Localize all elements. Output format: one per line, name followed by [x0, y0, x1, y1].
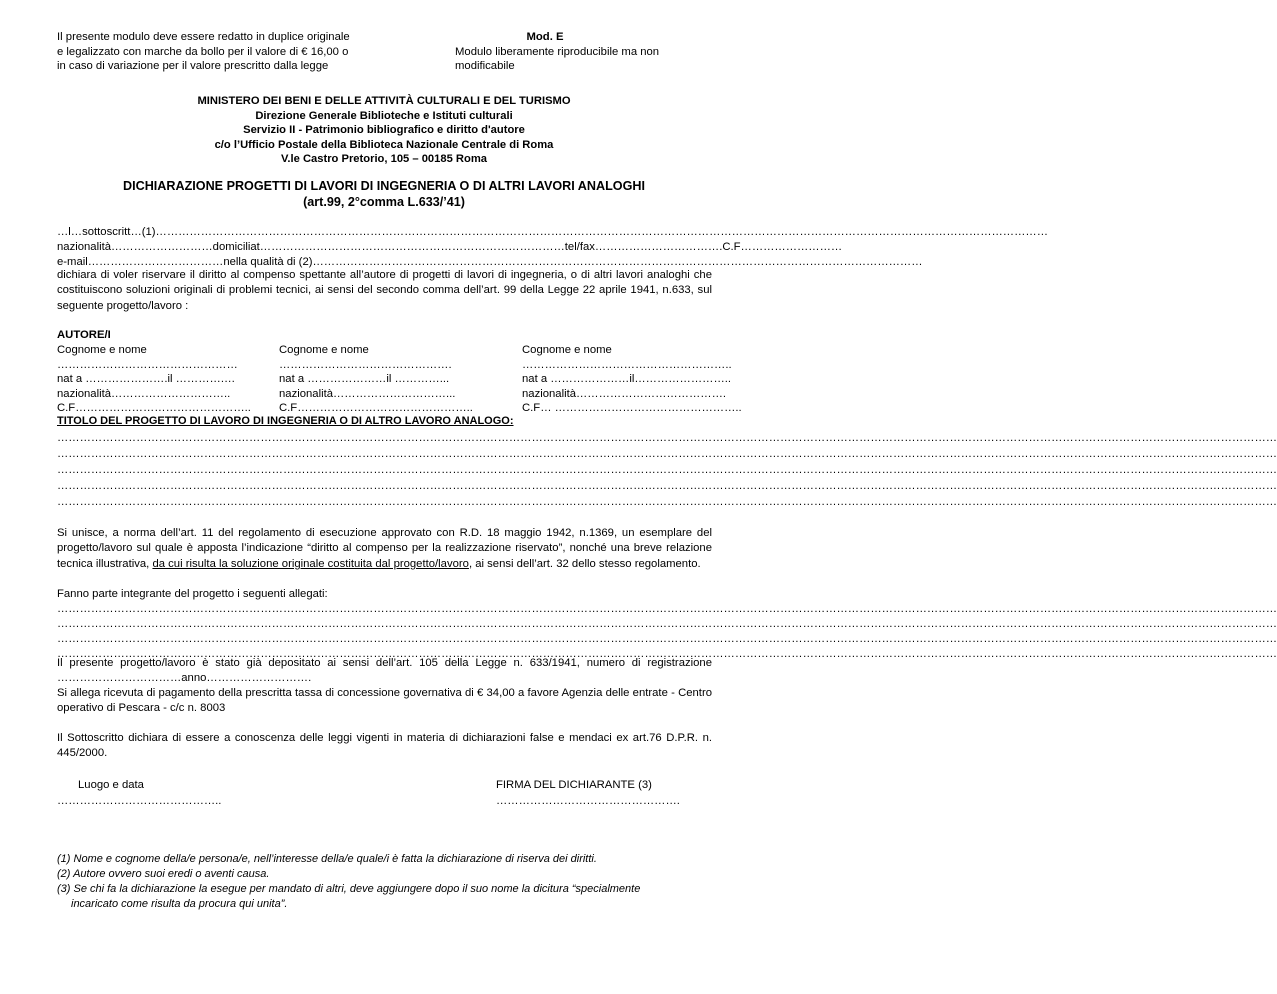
header-note-line: e legalizzato con marche da bollo per il valore di € 16,00 o	[57, 45, 349, 58]
ministry-name: MINISTERO DEI BENI E DELLE ATTIVITÀ CULTURALI E DEL TURISMO	[197, 95, 571, 107]
deposit-paragraph: Il presente progetto/lavoro è stato già depositato ai sensi dell’art. 105 della Legge n. 633/1941, numero di registrazione ……………………………anno……………………….	[57, 657, 712, 685]
author-column-2	[279, 343, 479, 416]
author-name-field[interactable]: ………………………………………………..	[522, 358, 732, 371]
declarant-name-field[interactable]: …l…sottoscritt…(1)…………………………………………………………………………………………………………………………………………………………………………………………………………………	[57, 226, 1048, 238]
document-title	[0, 178, 768, 210]
place-date-label: Luogo e data	[78, 779, 144, 791]
project-title-line[interactable]: ………………………………………………………………………………………………………………………………………………………………………………………………………………………………………………………………………………………………	[57, 496, 1277, 508]
author-name-label: Cognome e nome	[522, 344, 612, 356]
footnotes	[57, 852, 717, 912]
author-birth-field[interactable]: nat a ………………….il ………….…	[57, 373, 236, 386]
module-note-line: Modulo liberamente riproducibile ma non	[455, 45, 660, 58]
annex-text: Si unisce, a norma dell’art. 11 del regolamento di esecuzione approvato con R.D. 18 maggio 1942, n.1369, un esemplare del progetto/lavoro sul quale è apposta l’indicazione “diritto al compenso per la realizzazione riservato”, nonché una breve relazione tecnica illustrativa,	[57, 527, 712, 570]
receipt-paragraph: Si allega ricevuta di pagamento della prescritta tassa di concessione governativa di € 34,00 a favore Agenzia delle entrate - Centro operativo di Pescara - c/c n. 8003	[57, 687, 712, 715]
attachments-line[interactable]: ………………………………………………………………………………………………………………………………………………………………………………………………………………………………………………………………………………………………	[57, 603, 1277, 615]
attachments-label: Fanno parte integrante del progetto i seguenti allegati:	[57, 588, 328, 600]
ministry-address	[0, 94, 768, 167]
header-note-line: in caso di variazione per il valore prescritto dalla legge	[57, 60, 329, 72]
module-info	[455, 30, 695, 74]
author-nationality-field[interactable]: nazionalità………………………………….	[522, 387, 727, 400]
authors-heading: AUTORE/I	[57, 329, 111, 341]
signature-field[interactable]: ………………………………………….	[496, 795, 680, 807]
header-note	[57, 30, 387, 74]
signature-label: FIRMA DEL DICHIARANTE (3)	[496, 779, 652, 791]
title-law-reference: (art.99, 2°comma L.633/’41)	[303, 195, 465, 209]
author-name-field[interactable]: …………………………………………	[57, 358, 238, 371]
author-name-field[interactable]: ……………………………………….	[279, 358, 452, 371]
author-birth-field[interactable]: nat a …………………il …………...	[279, 373, 450, 386]
author-cf-field[interactable]: C.F………………………………………..	[57, 402, 251, 415]
project-title-line[interactable]: ………………………………………………………………………………………………………………………………………………………………………………………………………………………………………………………………………………………………	[57, 432, 1277, 444]
author-birth-field[interactable]: nat a …………………il……………………..	[522, 373, 732, 386]
service: Servizio II - Patrimonio bibliografico e diritto d'autore	[243, 124, 525, 137]
directorate: Direzione Generale Biblioteche e Istituti culturali	[255, 109, 513, 122]
declaration-paragraph: dichiara di voler riservare il diritto al compenso spettante all’autore di progetti di lavori di ingegneria, o di altri lavori analoghi che costituiscono soluzioni originali di problemi tecnici, ai sensi del secondo comma dell’art. 99 della Legge 22 aprile 1941, n.633, sul seguente progetto/lavoro :	[57, 269, 712, 312]
footnote-1: (1) Nome e cognome della/e persona/e, nell’interesse della/e quale/i è fatta la dichiarazione di riserva dei diritti.	[57, 853, 597, 865]
declarant-email-field[interactable]: e-mail………………………………nella qualità di (2)………………………………………………………………………………………………………………………………………………	[57, 256, 923, 268]
author-name-label: Cognome e nome	[57, 344, 147, 356]
annex-underlined-text: da cui risulta la soluzione originale costituita dal progetto/lavoro	[152, 557, 469, 570]
declarant-details-field[interactable]: nazionalità………………………domiciliat………………………………………………………………………tel/fax…………………………….C.F………………………	[57, 241, 843, 253]
footnote-3: (3) Se chi fa la dichiarazione la esegue per mandato di altri, deve aggiungere dopo il suo nome la dicitura “specialmente	[57, 883, 641, 895]
project-title-line[interactable]: ………………………………………………………………………………………………………………………………………………………………………………………………………………………………………………………………………………………………	[57, 448, 1277, 460]
project-title-heading: TITOLO DEL PROGETTO DI LAVORO DI INGEGNERIA O DI ALTRO LAVORO ANALOGO:	[57, 415, 514, 427]
author-name-label: Cognome e nome	[279, 344, 369, 356]
author-column-3	[522, 343, 742, 416]
post-office: c/o l’Ufficio Postale della Biblioteca Nazionale Centrale di Roma	[214, 138, 554, 151]
header-note-line: Il presente modulo deve essere redatto in duplice originale	[57, 31, 350, 43]
module-note-line: modificabile	[455, 60, 515, 72]
author-nationality-field[interactable]: nazionalità…………………………...	[279, 387, 456, 400]
title-line: DICHIARAZIONE PROGETTI DI LAVORI DI INGEGNERIA O DI ALTRI LAVORI ANALOGHI	[123, 179, 645, 193]
author-nationality-field[interactable]: nazionalità…………………………..	[57, 387, 231, 400]
annex-text-end: , ai sensi dell’art. 32 dello stesso regolamento.	[468, 557, 701, 570]
project-title-line[interactable]: ………………………………………………………………………………………………………………………………………………………………………………………………………………………………………………………………………………………………	[57, 480, 1277, 492]
annex-paragraph	[57, 526, 712, 572]
attachments-line[interactable]: ………………………………………………………………………………………………………………………………………………………………………………………………………………………………………………………………………………………………	[57, 648, 1277, 660]
module-code: Mod. E	[526, 31, 564, 43]
place-date-field[interactable]: ……………………………………..	[57, 795, 222, 807]
attachments-line[interactable]: ………………………………………………………………………………………………………………………………………………………………………………………………………………………………………………………………………………………………	[57, 633, 1277, 645]
footnote-3-continued: incaricato come risulta da procura qui unita”.	[71, 898, 288, 910]
awareness-paragraph: Il Sottoscritto dichiara di essere a conoscenza delle leggi vigenti in materia di dichiarazioni false e mendaci ex art.76 D.P.R. n. 445/2000.	[57, 732, 712, 760]
author-cf-field[interactable]: C.F… …………………………………………..	[522, 402, 742, 415]
street-address: V.le Castro Pretorio, 105 – 00185 Roma	[280, 153, 488, 166]
project-title-line[interactable]: ………………………………………………………………………………………………………………………………………………………………………………………………………………………………………………………………………………………………	[57, 464, 1277, 476]
attachments-line[interactable]: ………………………………………………………………………………………………………………………………………………………………………………………………………………………………………………………………………………………………	[57, 618, 1277, 630]
footnote-2: (2) Autore ovvero suoi eredi o aventi causa.	[57, 868, 270, 880]
author-column-1	[57, 343, 257, 416]
author-cf-field[interactable]: C.F………………………………………..	[279, 402, 473, 415]
